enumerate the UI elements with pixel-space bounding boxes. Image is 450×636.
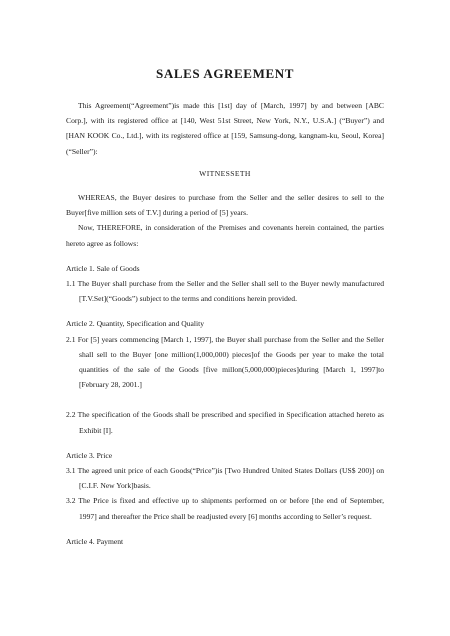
whereas-paragraph: WHEREAS, the Buyer desires to purchase from the Seller and the seller desires to sell to the Buyer[five million sets of T.V.] during a period of [5] years. — [66, 193, 384, 218]
clause-1-1: 1.1 The Buyer shall purchase from the Seller and the Seller shall sell to the Buyer newly manufactured [T.V.Set](“Goods”) subject to the terms and conditions herein provided. — [66, 279, 384, 304]
spacer — [66, 392, 384, 407]
article-1-heading: Article 1. Sale of Goods — [66, 263, 140, 273]
intro-paragraph: This Agreement(“Agreement”)is made this [1st] day of [March, 1997] by and between [ABC Corp.], with its registered office at [140, West 51st Street, New York, N.Y., U.S.A.] (“Buyer”) and [HAN KOOK Co., Ltd.], with its registered office at [159, Samsung-dong, kangnam-ku, Seoul, Korea](“Seller”): — [66, 101, 384, 156]
article-4-heading: Article 4. Payment — [66, 536, 124, 546]
clause-2-2: 2.2 The specification of the Goods shall be prescribed and specified in Specification attached hereto as Exhibit [I]. — [66, 410, 384, 435]
now-therefore-paragraph: Now, THEREFORE, in consideration of the Premises and covenants herein contained, the parties hereto agree as follows: — [66, 223, 384, 248]
article-3-heading: Article 3. Price — [66, 450, 113, 460]
document-title: SALES AGREEMENT — [156, 66, 294, 81]
article-2-heading: Article 2. Quantity, Specification and Quality — [66, 319, 205, 329]
witnesseth-heading: WITNESSETH — [199, 168, 251, 178]
clause-3-2: 3.2 The Price is fixed and effective up to shipments performed on or before [the end of September, 1997] and thereafter the Price shall be readjusted every [6] months according to Seller’s request. — [66, 496, 384, 521]
clause-3-1: 3.1 The agreed unit price of each Goods(“Price”)is [Two Hundred United States Dollars (US$ 200)] on [C.I.F. New York]basis. — [66, 466, 384, 491]
clause-2-1: 2.1 For [5] years commencing [March 1, 1997], the Buyer shall purchase from the Seller and the Seller shall sell to the Buyer [one million(1,000,000) pieces]of the Goods per year to make the total quantities of the sale of the Goods [five millon(5,000,000)pieces]during [March 1, 1997]to [February 28, 2001.] — [66, 334, 384, 390]
